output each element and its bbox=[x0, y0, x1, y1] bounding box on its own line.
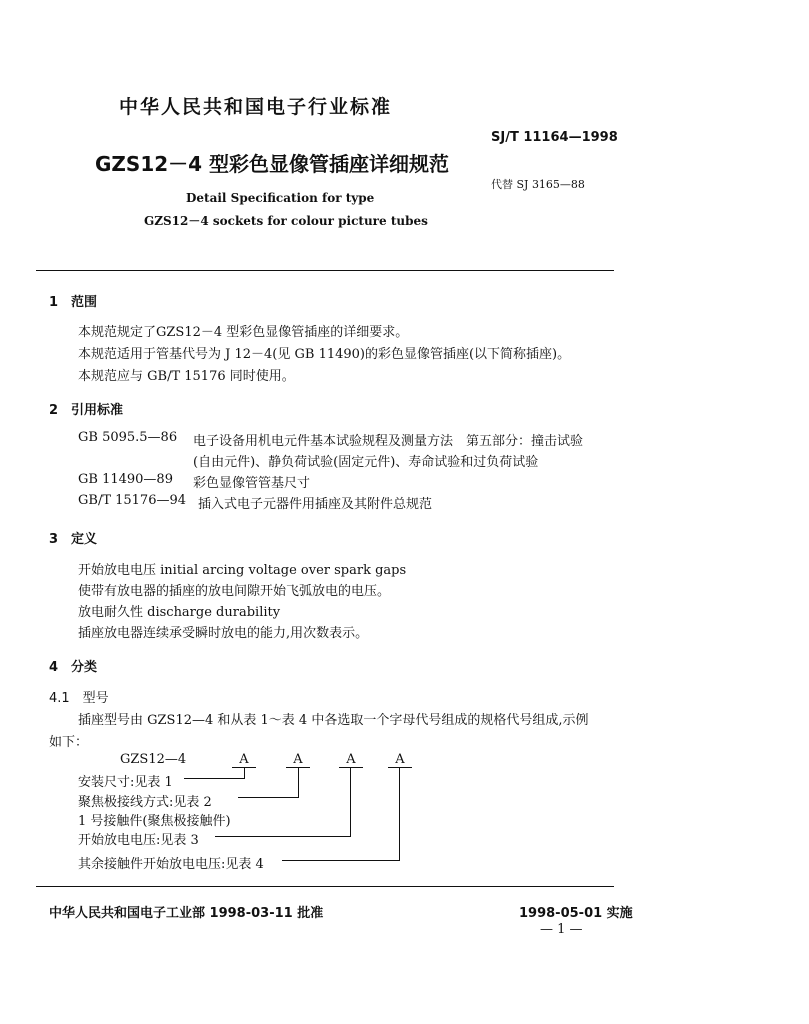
section-4-para-2: 如下： bbox=[49, 735, 89, 750]
leader-line bbox=[399, 768, 400, 861]
document-title: GZS12－4 型彩色显像管插座详细规范 bbox=[95, 152, 450, 176]
ref-code: GB 11490—89 bbox=[78, 472, 173, 487]
letter-underline bbox=[388, 767, 412, 768]
subsection-4-1-heading: 4.1 型号 bbox=[49, 691, 109, 706]
effective-date: 1998-05-01 实施 bbox=[519, 906, 633, 921]
ref-title: 插入式电子元器件用插座及其附件总规范 bbox=[198, 497, 433, 512]
letter-underline bbox=[339, 767, 363, 768]
ref-title-continued: (自由元件)、静负荷试验(固定元件)、寿命试验和过负荷试验 bbox=[193, 455, 539, 470]
ref-code: GB 5095.5—86 bbox=[78, 430, 178, 445]
ref-title: 电子设备用机电元件基本试验规程及测量方法 第五部分：撞击试验 bbox=[193, 434, 584, 449]
page-number: — 1 — bbox=[540, 922, 583, 937]
standard-number: SJ/T 11164—1998 bbox=[491, 130, 618, 145]
ref-code: GB/T 15176—94 bbox=[78, 493, 187, 508]
leader-line bbox=[282, 860, 400, 861]
header-divider bbox=[36, 270, 614, 271]
leader-line bbox=[238, 797, 299, 798]
diagram-label-4: 开始放电电压:见表 3 bbox=[78, 833, 199, 848]
title-english-line2: GZS12－4 sockets for colour picture tubes bbox=[144, 214, 428, 228]
section-2-heading: 2 引用标准 bbox=[49, 403, 124, 418]
section-4-para-1: 插座型号由 GZS12—4 和从表 1～表 4 中各选取一个字母代号组成的规格代号组成,示例 bbox=[78, 713, 589, 728]
ref-title: 彩色显像管管基尺寸 bbox=[193, 476, 311, 491]
section-3-heading: 3 定义 bbox=[49, 532, 98, 547]
diagram-label-5: 其余接触件开始放电电压:见表 4 bbox=[78, 857, 264, 872]
code-letter: A bbox=[239, 752, 249, 767]
org-title: 中华人民共和国电子行业标准 bbox=[119, 96, 393, 118]
diagram-label-2: 聚焦极接线方式:见表 2 bbox=[78, 795, 212, 810]
section-1-para-3: 本规范应与 GB/T 15176 同时使用。 bbox=[78, 369, 295, 384]
section-1-heading: 1 范围 bbox=[49, 295, 98, 310]
replaces-note: 代替 SJ 3165—88 bbox=[491, 178, 585, 191]
leader-line bbox=[350, 768, 351, 837]
code-letter: A bbox=[293, 752, 303, 767]
leader-line bbox=[184, 778, 245, 779]
term-1: 开始放电电压 initial arcing voltage over spark gaps bbox=[78, 563, 407, 578]
code-letter: A bbox=[346, 752, 356, 767]
diagram-label-3: 1 号接触件(聚焦极接触件) bbox=[78, 814, 231, 829]
diagram-label-1: 安装尺寸:见表 1 bbox=[78, 775, 173, 790]
leader-line bbox=[215, 836, 351, 837]
definition-1: 使带有放电器的插座的放电间隙开始飞弧放电的电压。 bbox=[78, 584, 391, 599]
definition-2: 插座放电器连续承受瞬时放电的能力,用次数表示。 bbox=[78, 626, 369, 641]
section-1-para-2: 本规范适用于管基代号为 J 12－4(见 GB 11490)的彩色显像管插座(以下简称插座)。 bbox=[78, 347, 571, 362]
section-4-heading: 4 分类 bbox=[49, 660, 98, 675]
footer-divider bbox=[36, 886, 614, 887]
model-base-code: GZS12—4 bbox=[120, 752, 187, 767]
code-letter: A bbox=[395, 752, 405, 767]
title-english-line1: Detail Specification for type bbox=[186, 191, 375, 205]
leader-line bbox=[244, 768, 245, 779]
approval-note: 中华人民共和国电子工业部 1998-03-11 批准 bbox=[49, 906, 324, 921]
section-1-para-1: 本规范规定了GZS12－4 型彩色显像管插座的详细要求。 bbox=[78, 325, 409, 340]
leader-line bbox=[298, 768, 299, 798]
term-2: 放电耐久性 discharge durability bbox=[78, 605, 281, 620]
